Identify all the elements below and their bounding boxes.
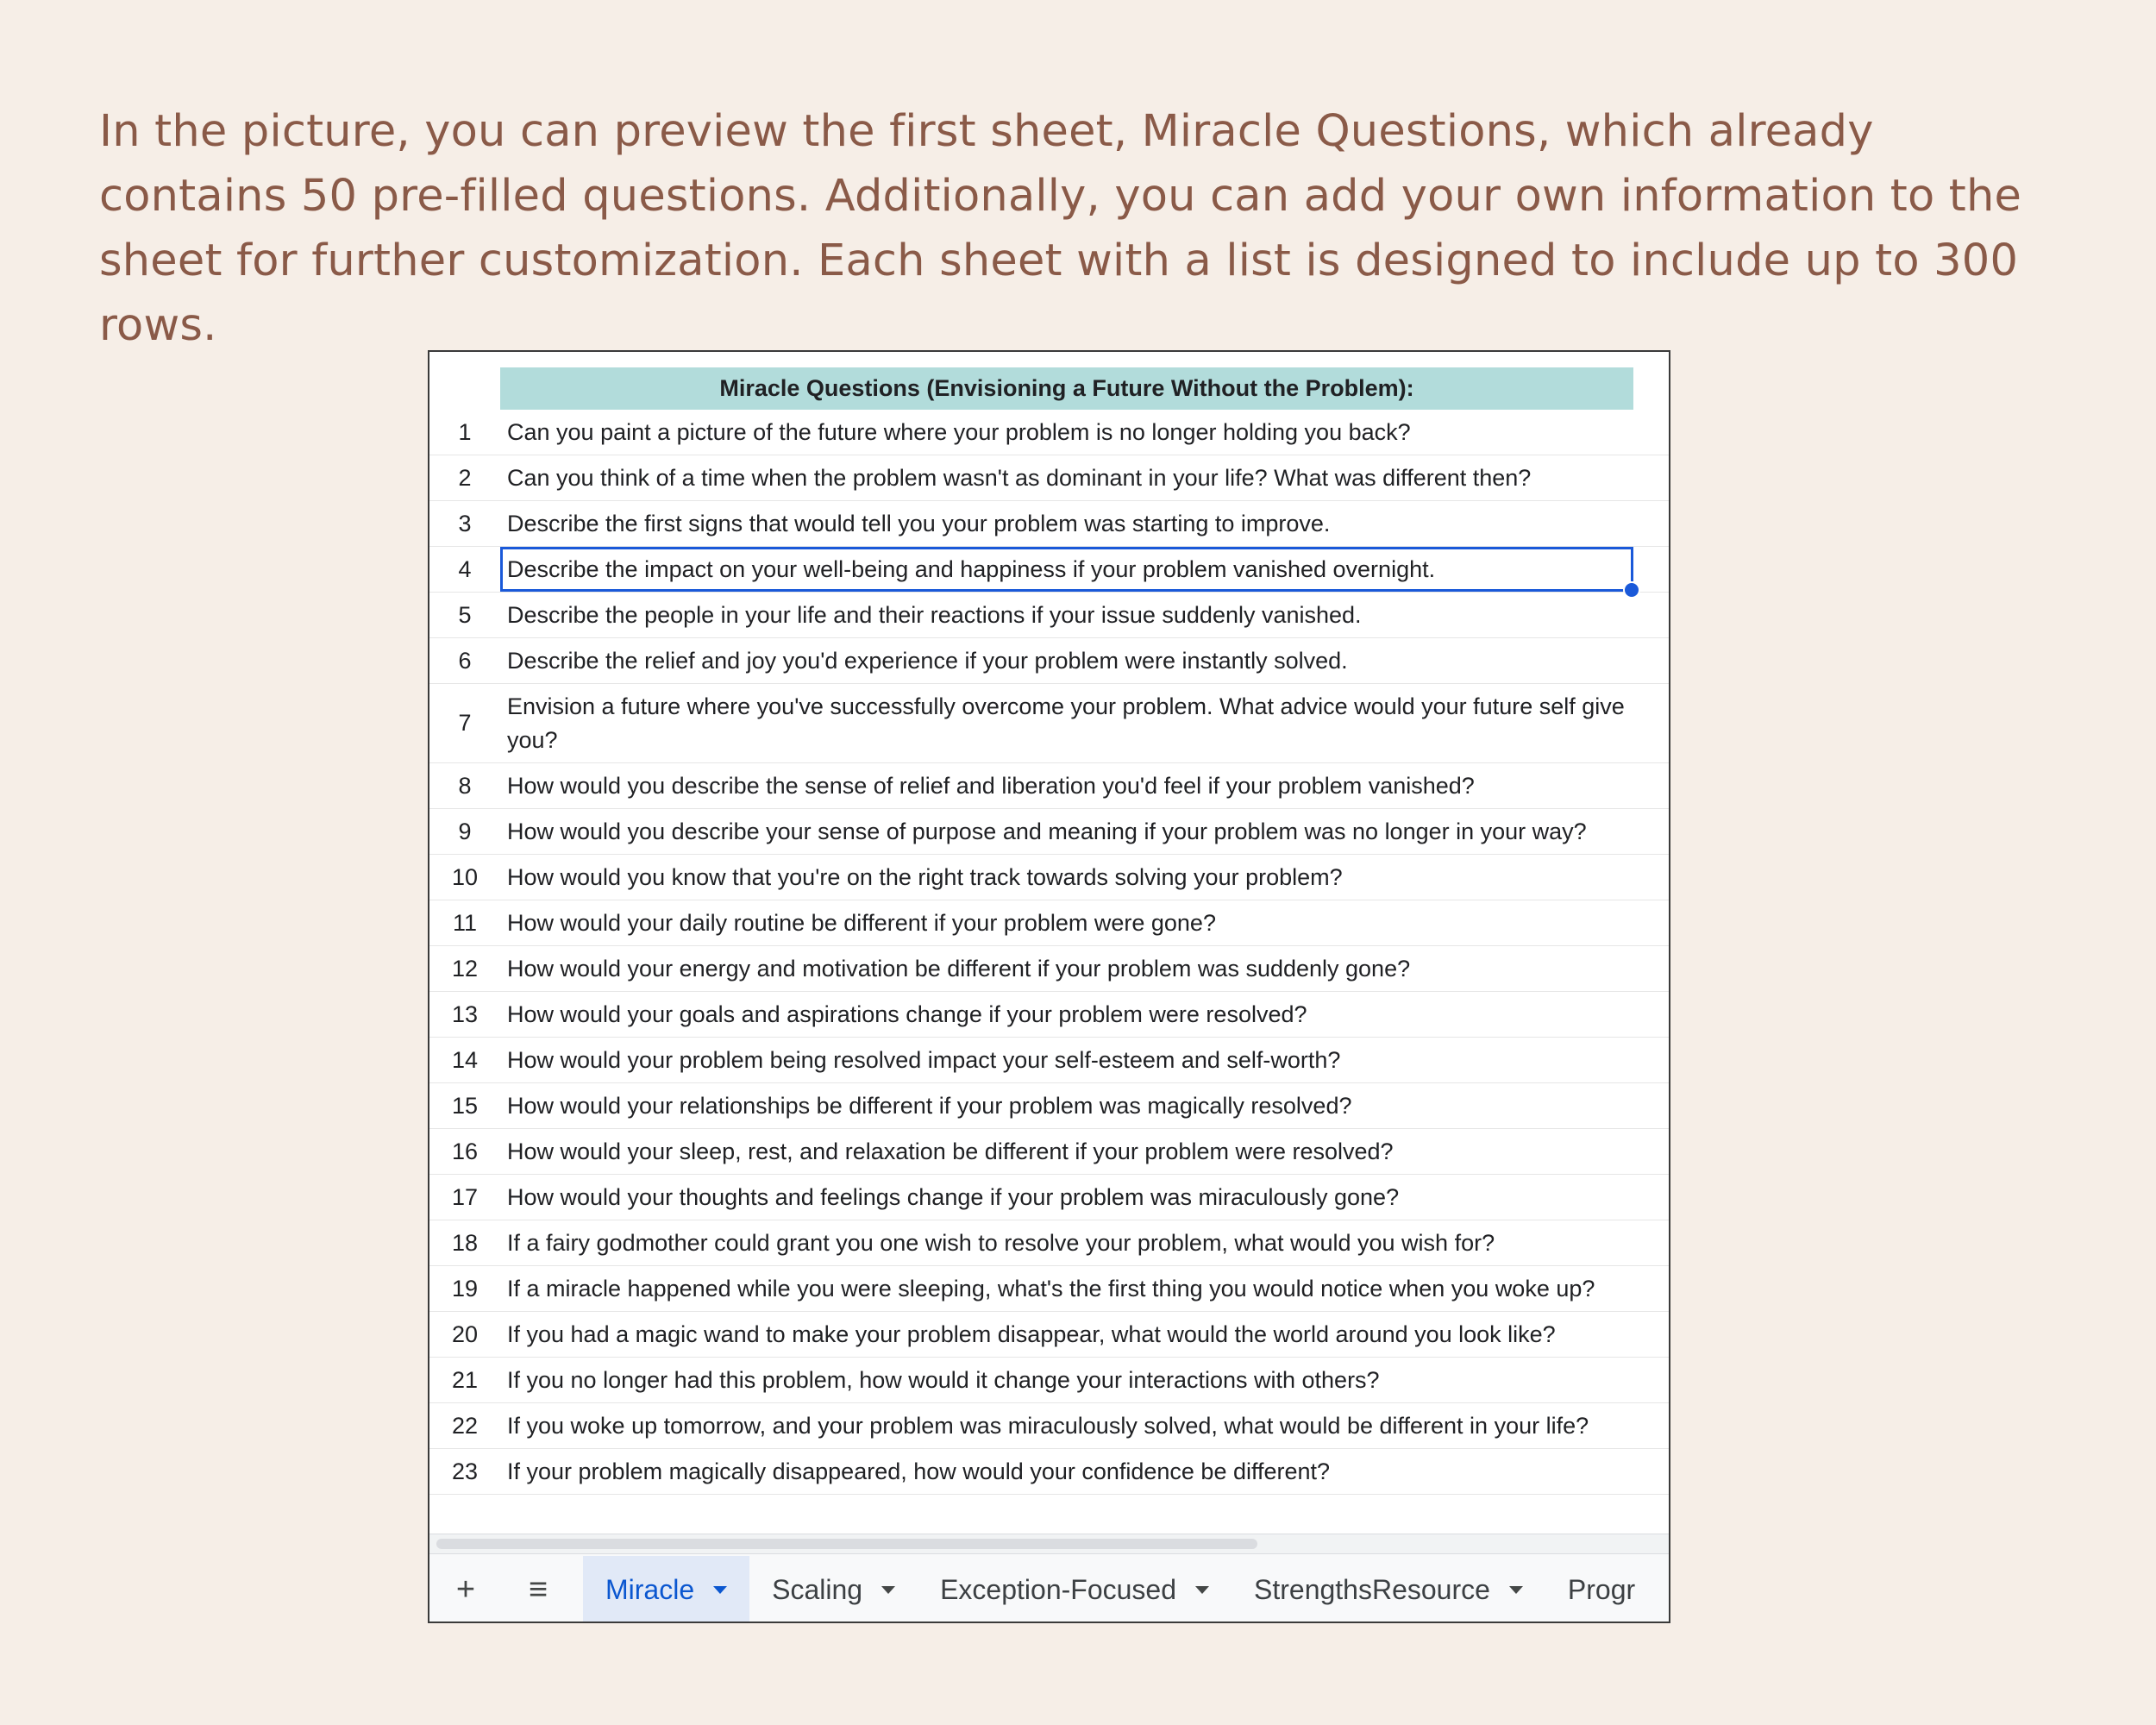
table-row [429,638,1670,684]
row-number[interactable]: 8 [458,772,472,799]
header-row [429,367,1670,410]
table-row [429,1038,1670,1083]
row-number[interactable]: 12 [451,955,479,982]
caret-down-icon[interactable] [881,1586,895,1594]
question-cell[interactable]: How would your problem being resolved impact your self-esteem and self-worth? [507,1047,1341,1073]
row-number[interactable]: 18 [451,1229,479,1256]
tab-label: StrengthsResource [1254,1573,1490,1605]
table-row [429,1175,1670,1220]
table-row [429,1449,1670,1495]
question-cell[interactable]: If a miracle happened while you were sleeping, what's the first thing you would notice when you woke up? [507,1276,1595,1302]
tab-scaling[interactable] [749,1556,918,1623]
question-cell[interactable]: How would you describe the sense of relief and liberation you'd feel if your problem vanished? [507,773,1475,799]
menu-icon: ≡ [528,1571,548,1608]
table-row [429,410,1670,455]
row-number[interactable]: 15 [451,1092,479,1119]
question-cell[interactable]: How would your sleep, rest, and relaxation be different if your problem were resolved? [507,1138,1394,1164]
row-number[interactable]: 11 [452,909,478,936]
row-number[interactable]: 20 [451,1320,479,1347]
table-row [429,992,1670,1038]
row-number[interactable]: 19 [451,1275,479,1302]
tab-label: Miracle [605,1573,695,1605]
tab-exception-focused[interactable] [918,1556,1232,1623]
table-row [429,946,1670,992]
table-row [429,1220,1670,1266]
question-cell[interactable]: How would your relationships be different if your problem was magically resolved? [507,1093,1352,1119]
table-row [429,455,1670,501]
row-number[interactable]: 22 [451,1412,479,1439]
question-cell[interactable]: Describe the relief and joy you'd experience if your problem were instantly solved. [507,648,1348,674]
table-row [429,501,1670,547]
question-cell[interactable]: How would you know that you're on the right track towards solving your problem? [507,864,1343,890]
row-number[interactable]: 2 [458,464,472,491]
question-cell[interactable]: How would your goals and aspirations change if your problem were resolved? [507,1001,1307,1027]
row-number[interactable]: 4 [458,555,472,582]
row-number-blank [429,367,500,410]
question-cell[interactable]: Describe the people in your life and their reactions if your issue suddenly vanished. [507,602,1362,628]
caret-down-icon[interactable] [1509,1586,1523,1594]
caret-down-icon[interactable] [713,1586,727,1594]
question-cell[interactable]: If you had a magic wand to make your problem disappear, what would the world around you look like? [507,1321,1556,1347]
row-number[interactable]: 14 [451,1046,479,1073]
row-number[interactable]: 21 [451,1366,479,1393]
row-number[interactable]: 6 [458,647,472,674]
table-row [429,763,1670,809]
table-row [429,547,1670,593]
spreadsheet-screenshot [428,350,1670,1623]
row-number[interactable]: 9 [458,818,472,844]
question-cell[interactable]: If you no longer had this problem, how would it change your interactions with others? [507,1367,1380,1393]
question-cell[interactable]: If your problem magically disappeared, how would your confidence be different? [507,1458,1331,1484]
header-cell[interactable]: Miracle Questions (Envisioning a Future Without the Problem): [500,367,1633,410]
all-sheets-button[interactable] [502,1554,574,1623]
row-number[interactable]: 17 [451,1183,479,1210]
question-cell[interactable]: Envision a future where you've successfully overcome your problem. What advice would your future self give you? [507,693,1625,753]
table-row [429,684,1670,763]
table-row [429,809,1670,855]
question-cell[interactable]: How would your daily routine be different if your problem were gone? [507,910,1216,936]
table-row [429,1358,1670,1403]
tab-miracle[interactable] [583,1556,749,1623]
horizontal-scrollbar[interactable] [429,1534,1670,1554]
row-number[interactable]: 3 [458,510,472,536]
tab-label: Scaling [772,1573,863,1605]
row-number[interactable]: 10 [451,863,479,890]
table-row [429,1083,1670,1129]
row-number[interactable]: 5 [458,601,472,628]
question-cell[interactable]: How would you describe your sense of purpose and meaning if your problem was no longer in your way? [507,819,1587,844]
table-row [429,1266,1670,1312]
tab-progress[interactable] [1545,1556,1658,1623]
caret-down-icon[interactable] [1195,1586,1209,1594]
question-cell[interactable]: How would your energy and motivation be different if your problem was suddenly gone? [507,956,1411,982]
row-number[interactable]: 13 [451,1000,479,1027]
row-number[interactable]: 1 [458,418,472,445]
sheet-tab-bar [429,1554,1670,1623]
row-number[interactable]: 16 [451,1138,479,1164]
question-cell[interactable]: Can you think of a time when the problem wasn't as dominant in your life? What was different then? [507,465,1532,491]
add-sheet-button[interactable] [429,1554,502,1623]
table-row [429,900,1670,946]
question-cell[interactable]: How would your thoughts and feelings change if your problem was miraculously gone? [507,1184,1400,1210]
question-cell[interactable]: Can you paint a picture of the future where your problem is no longer holding you back? [507,419,1411,445]
sheet-grid [429,367,1670,1540]
row-number[interactable]: 23 [451,1458,479,1484]
plus-icon: + [455,1571,476,1608]
tab-label: Exception-Focused [940,1573,1176,1605]
tab-label: Progr [1567,1573,1636,1605]
table-row [429,1403,1670,1449]
tab-strengths-resource[interactable] [1232,1556,1545,1623]
table-row [429,855,1670,900]
table-row [429,593,1670,638]
question-cell[interactable]: If a fairy godmother could grant you one wish to resolve your problem, what would you wish for? [507,1230,1495,1256]
scrollbar-thumb[interactable] [436,1539,1257,1549]
table-row [429,1312,1670,1358]
intro-paragraph: In the picture, you can preview the first sheet, Miracle Questions, which already contains 50 pre-filled questions. Additionally, you can add your own information to the sheet for further customization. Each sheet with a list is designed to include up to 300 rows. [99,106,2022,351]
selected-question-cell[interactable]: Describe the impact on your well-being and happiness if your problem vanished overnight. [500,547,1633,592]
question-cell[interactable]: If you woke up tomorrow, and your problem was miraculously solved, what would be different in your life? [507,1413,1589,1439]
table-row [429,1129,1670,1175]
row-number[interactable]: 7 [458,710,472,736]
question-cell[interactable]: Describe the first signs that would tell you your problem was starting to improve. [507,511,1331,536]
